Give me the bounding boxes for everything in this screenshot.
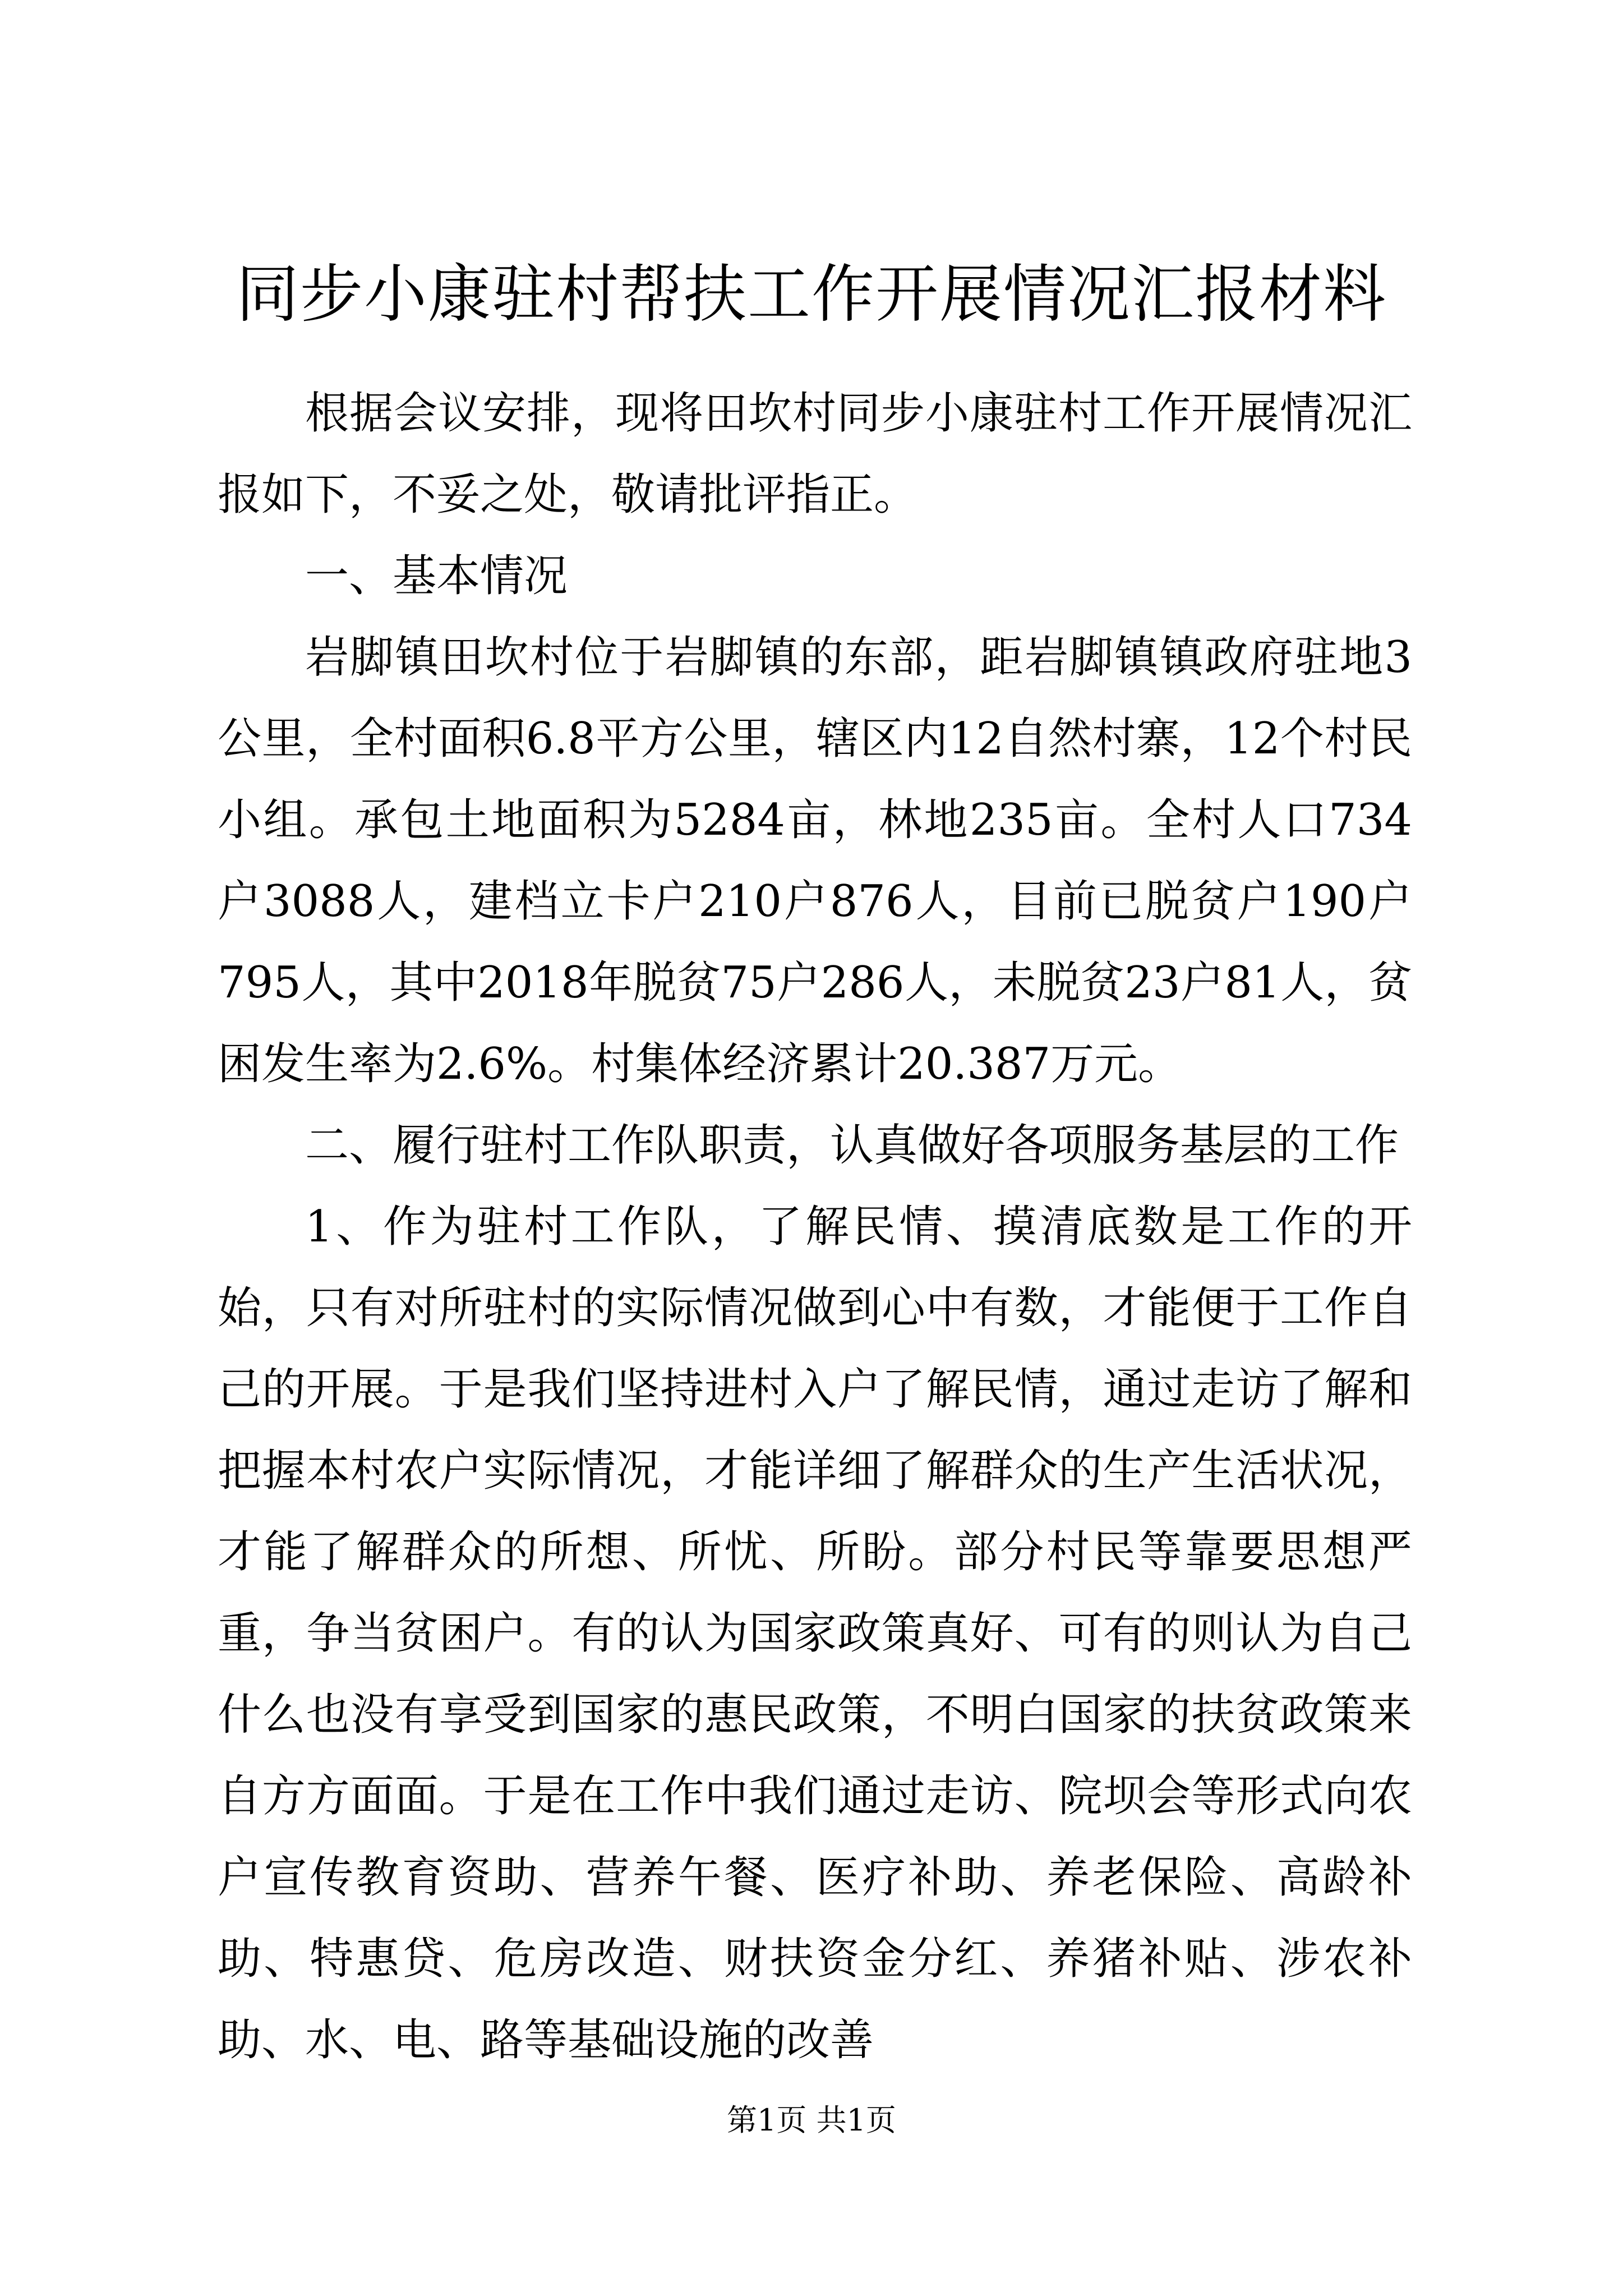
- page-number-footer: 第1页 共1页: [727, 2102, 896, 2138]
- document-body: [218, 373, 1412, 2081]
- paragraph-basic-situation: 岩脚镇田坎村位于岩脚镇的东部，距岩脚镇镇政府驻地3公里，全村面积6.8平方公里，辖区内12自然村寨，12个村民小组。承包土地面积为5284亩，林地235亩。全村人口734户3088人，建档立卡户210户876人，目前已脱贫户190户795人，其中2018年脱贫75户286人，未脱贫23户81人，贫困发生率为2.6%。村集体经济累计20.387万元。: [218, 632, 1412, 1089]
- heading-basic-situation: 一、基本情况: [305, 551, 568, 601]
- paragraph-intro: 根据会议安排，现将田坎村同步小康驻村工作开展情况汇报如下，不妥之处，敬请批评指正。: [218, 388, 1412, 520]
- heading-duties: 二、履行驻村工作队职责，认真做好各项服务基层的工作: [305, 1120, 1399, 1171]
- paragraph-duties-1: 1、作为驻村工作队，了解民情、摸清底数是工作的开始，只有对所驻村的实际情况做到心中有数，才能便于工作自己的开展。于是我们坚持进村入户了解民情，通过走访了解和把握本村农户实际情况，才能详细了解群众的生产生活状况，才能了解群众的所想、所忧、所盼。部分村民等靠要思想严重，争当贫困户。有的认为国家政策真好、可有的则认为自己什么也没有享受到国家的惠民政策，不明白国家的扶贫政策来自方方面面。于是在工作中我们通过走访、院坝会等形式向农户宣传教育资助、营养午餐、医疗补助、养老保险、高龄补助、特惠贷、危房改造、财扶资金分红、养猪补贴、涉农补助、水、电、路等基础设施的改善: [218, 1202, 1412, 2065]
- document-title: 同步小康驻村帮扶工作开展情况汇报材料: [236, 258, 1387, 331]
